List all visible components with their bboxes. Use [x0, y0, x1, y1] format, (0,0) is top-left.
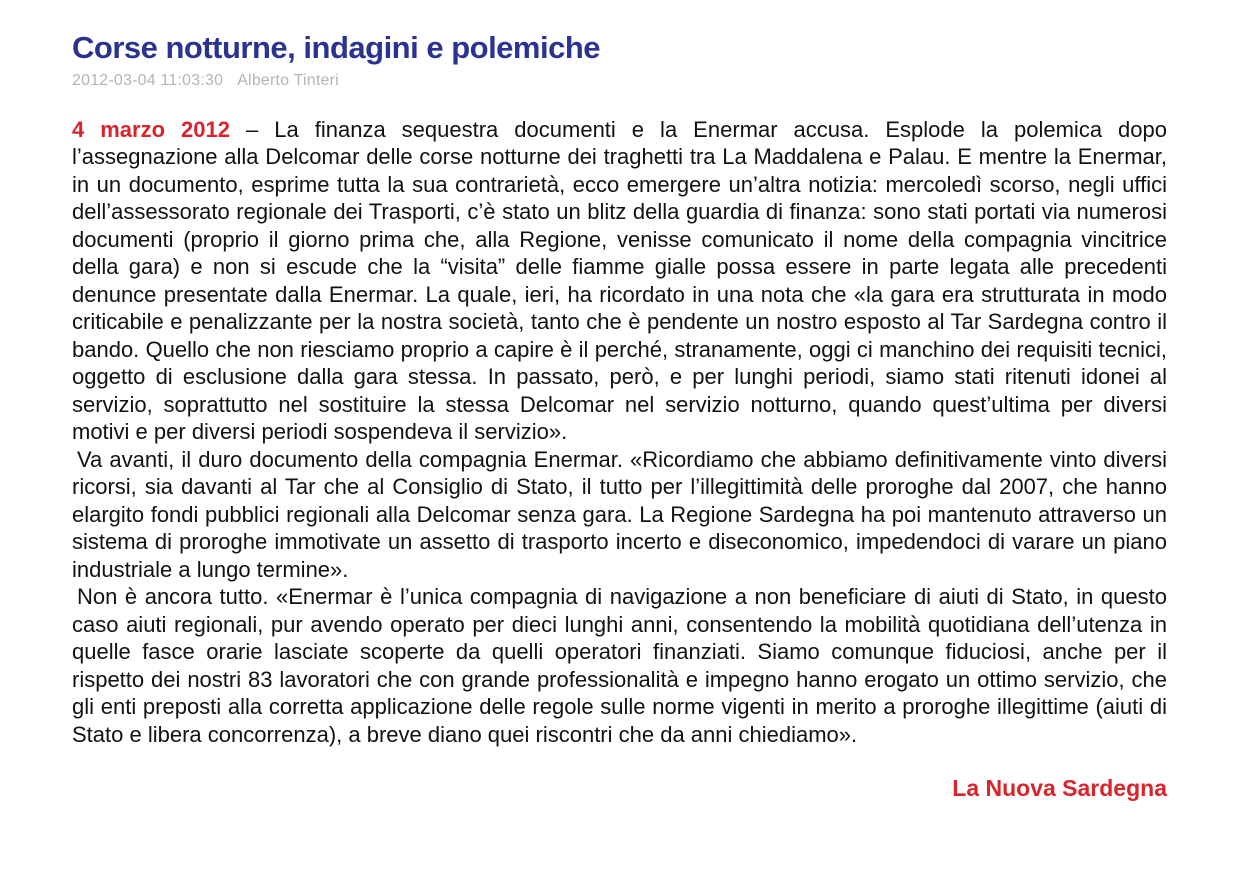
page-title: Corse notturne, indagini e polemiche	[72, 30, 601, 65]
paragraph-3: Non è ancora tutto. «Enermar è l’unica compagnia di navigazione a non beneficiare di aiuti di Stato, in questo caso aiuti regionali, pur avendo operato per dieci lunghi anni, consentendo la mobilità quotidiana dell’utenza in quelle fasce orarie lasciate scoperte da quelli operatori finanziati. Siamo comunque fiduciosi, anche per il rispetto dei nostri 83 lavoratori che con grande professionalità e impegno hanno erogato un ottimo servizio, che gli enti preposti alla corretta applicazione delle regole sulle norme vigenti in merito a proroghe illegittime (aiuti di Stato e libera concorrenza), a breve diano quei riscontri che da anni chiediamo».	[72, 584, 1167, 747]
paragraph-2: Va avanti, il duro documento della compagnia Enermar. «Ricordiamo che abbiamo definitivamente vinto diversi ricorsi, sia davanti al Tar che al Consiglio di Stato, il tutto per l’illegittimità delle proroghe dal 2007, che hanno elargito fondi pubblici regionali alla Delcomar senza gara. La Regione Sardegna ha poi mantenuto attraverso un sistema di proroghe immotivate un assetto di trasporto incerto e diseconomico, impedendoci di varare un piano industriale a lungo termine».	[72, 446, 1167, 582]
article-body	[72, 116, 1167, 749]
author-name: Alberto Tinteri	[237, 71, 339, 89]
source-attribution: La Nuova Sardegna	[952, 775, 1167, 802]
date-lead: 4 marzo 2012	[72, 116, 230, 142]
paragraph-1	[72, 116, 1167, 446]
publish-timestamp: 2012-03-04 11:03:30	[72, 71, 224, 89]
paragraph-1-text: – La finanza sequestra documenti e la Enermar accusa. Esplode la polemica dopo l’assegnazione alla Delcomar delle corse notturne dei traghetti tra La Maddalena e Palau. E mentre la Enermar, in un documento, esprime tutta la sua contrarietà, ecco emergere un’altra notizia: mercoledì scorso, negli uffici dell’assessorato regionale dei Trasporti, c’è stato un blitz della guardia di finanza: sono stati portati via numerosi documenti (proprio il giorno prima che, alla Regione, venisse comunicato il nome della compagnia vincitrice della gara) e non si escude che la “visita” delle fiamme gialle possa essere in parte legata alle precedenti denunce presentate dalla Enermar. La quale, ieri, ha ricordato in una nota che «la gara era strutturata in modo criticabile e penalizzante per la nostra società, tanto che è pendente un nostro esposto al Tar Sardegna contro il bando. Quello che non riesciamo proprio a capire è il perché, stranamente, oggi ci manchino dei requisiti tecnici, oggetto di esclusione dalla gara stessa. In passato, però, e per lunghi periodi, siamo stati ritenuti idonei al servizio, soprattutto nel sostituire la stessa Delcomar nel servizio notturno, quando quest’ultima per diversi motivi e per diversi periodi sospendeva il servizio».	[72, 116, 1167, 445]
article-meta	[72, 72, 1167, 90]
